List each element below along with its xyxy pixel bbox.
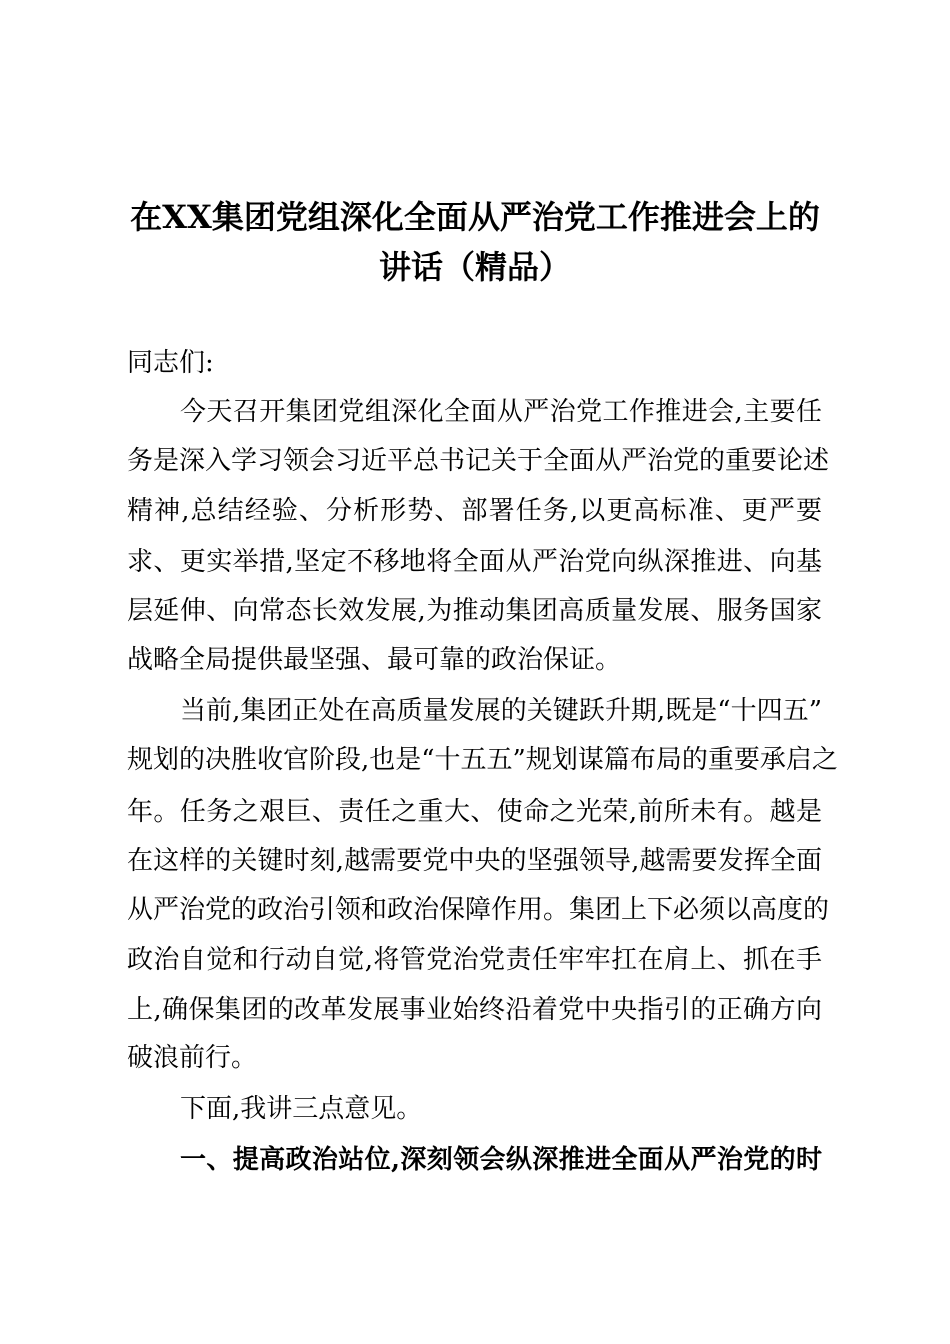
paragraph-1-line: 务是深入学习领会习近平总书记关于全面从严治党的重要论述 [127,446,830,476]
paragraph-2-line: 在这样的关键时刻,越需要党中央的坚强领导,越需要发挥全面 [127,846,822,876]
paragraph-2-line: 上,确保集团的改革发展事业始终沿着党中央指引的正确方向 [127,995,822,1025]
paragraph-2-line: 从严治党的政治引领和政治保障作用。集团上下必须以高度的 [127,895,830,925]
paragraph-2-line: 规划的决胜收官阶段,也是“十五五”规划谋篇布局的重要承启之 [127,745,838,775]
paragraph-2-line: 政治自觉和行动自觉,将管党治党责任牢牢扛在肩上、抓在手 [127,945,822,975]
paragraph-2-line: 破浪前行。 [127,1043,258,1073]
paragraph-2-line: 当前,集团正处在高质量发展的关键跃升期,既是“十四五” [180,696,822,726]
paragraph-1-line: 战略全局提供最坚强、最可靠的政治保证。 [127,645,622,675]
paragraph-2-line: 年。任务之艰巨、责任之重大、使命之光荣,前所未有。越是 [127,797,822,827]
document-title-line-1: 在XX集团党组深化全面从严治党工作推进会上的 [130,198,820,236]
document-title-line-2: 讲话（精品） [378,248,571,286]
paragraph-1-line: 精神,总结经验、分析形势、部署任务,以更高标准、更严要 [127,496,822,526]
salutation: 同志们: [127,348,214,378]
paragraph-3-line: 下面,我讲三点意见。 [180,1094,423,1124]
paragraph-1-line: 求、更实举措,坚定不移地将全面从严治党向纵深推进、向基 [127,547,822,577]
paragraph-1-line: 今天召开集团党组深化全面从严治党工作推进会,主要任 [180,397,822,427]
section-heading-1: 一、提高政治站位,深刻领会纵深推进全面从严治党的时 [180,1145,822,1175]
paragraph-1-line: 层延伸、向常态长效发展,为推动集团高质量发展、服务国家 [127,596,822,626]
